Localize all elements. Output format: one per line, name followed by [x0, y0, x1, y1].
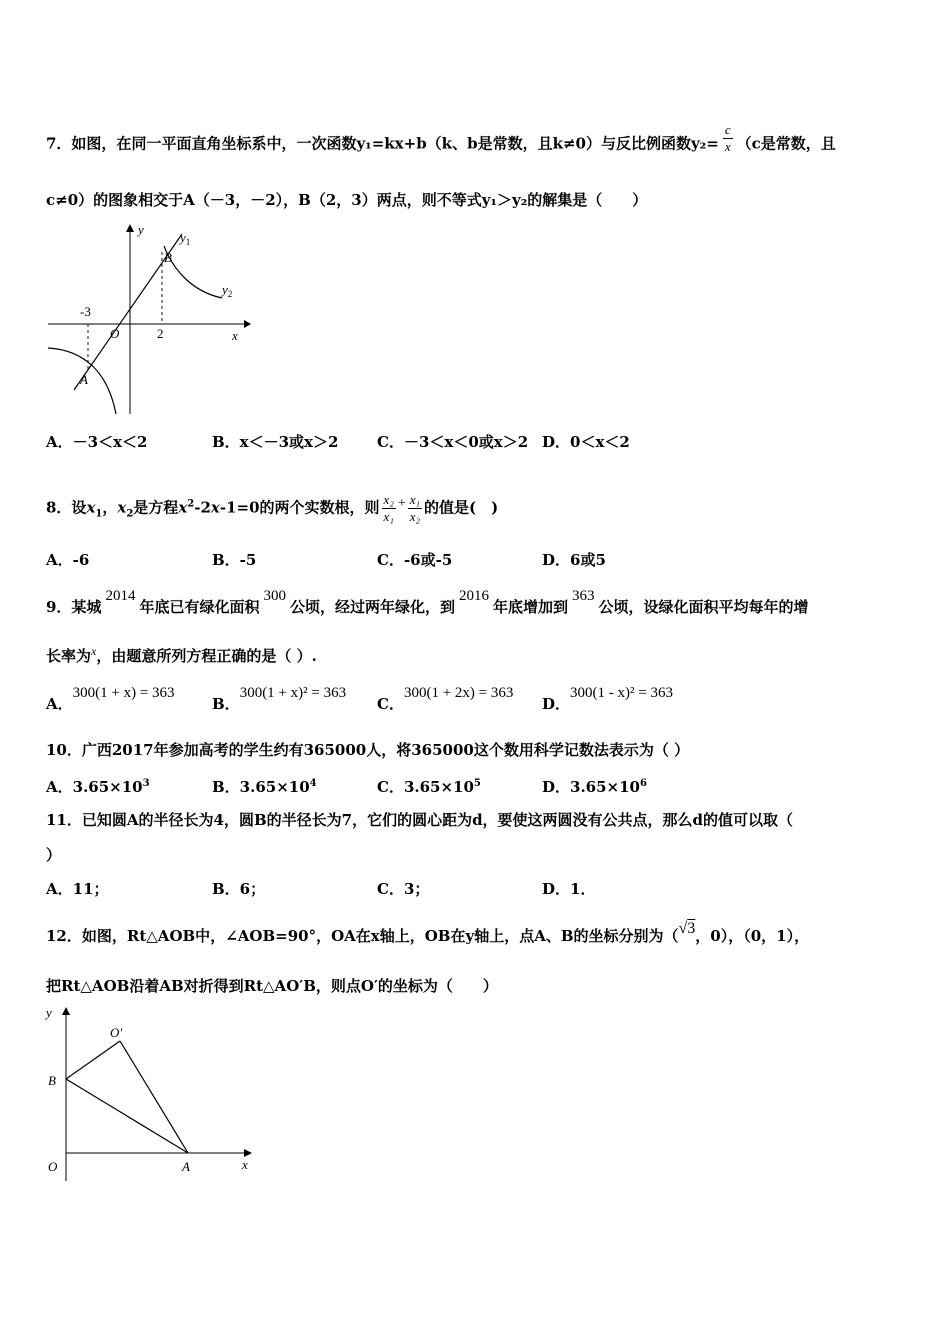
q11-option-a[interactable]: A．11；: [46, 880, 109, 898]
q12-segment-ab: [66, 1079, 188, 1153]
q7-line-label: $y_1$: [180, 230, 191, 247]
q11-line1: 11．已知圆A的半径长为4，圆B的半径长为7，它们的圆心距为d，要使这两圆没有公共点，那么d的值可以取（: [46, 811, 794, 829]
q7-y-label: y: [138, 222, 144, 237]
q11-option-b[interactable]: B．6；: [212, 880, 266, 898]
q8-fraction-1: $\frac{\text{x₂}}{\text{x₁}}$: [383, 492, 394, 524]
q7-point-a: A: [80, 372, 88, 387]
q7-option-c[interactable]: C．－3＜x＜0或x＞2: [377, 433, 529, 451]
q12-line2: 把Rt△AOB沿着AB对折得到Rt△AO′B，则点O′的坐标为（ ）: [46, 977, 498, 995]
q8-option-a[interactable]: A．-6: [46, 551, 90, 569]
q7-curve-y2-right: [164, 246, 222, 298]
q7-text: 7．如图，在同一平面直角坐标系中，一次函数y₁=kx+b（k、b是常数，且k≠0）与反比例函数y₂=: [46, 134, 719, 153]
q12-line1: 12．如图，Rt△AOB中，∠AOB=90°，OA在x轴上，OB在y轴上，点A、B的坐标分别为（√3，0），（0，1），: [46, 920, 810, 945]
q11-option-d[interactable]: D．1．: [542, 880, 596, 898]
q7-x-arrow: [244, 320, 251, 328]
q9-option-a[interactable]: A．300(1 + x) = 363: [46, 685, 175, 713]
q7-y-arrow: [126, 224, 134, 232]
q7-tick-2: 2: [157, 326, 164, 341]
q11-option-c[interactable]: C．3；: [377, 880, 430, 898]
q7-line2: c≠0）的图象相交于A（－3，－2），B（2，3）两点，则不等式y₁＞y₂的解集是（ ）: [46, 191, 648, 209]
q12-point-o-prime: O′: [110, 1025, 123, 1040]
q11-line2: ）: [46, 846, 62, 864]
q12-x-label: x: [242, 1157, 248, 1172]
q8-fraction-2: $\frac{\text{x₁}}{\text{x₂}}$: [409, 492, 421, 524]
q10-option-a[interactable]: A．$3.65\times 10^3$: [46, 778, 150, 796]
q10-stem: 10．广西2017年参加高考的学生约有365000人，将365000这个数用科学记数法表示为（ ）: [46, 741, 690, 759]
q8-option-b[interactable]: B．-5: [212, 551, 257, 569]
q7-line1: [46, 122, 836, 161]
q12-sqrt: √3: [678, 920, 696, 937]
q9-option-c[interactable]: C．300(1 + 2x) = 363: [377, 685, 514, 713]
q7-x-label: x: [232, 328, 238, 343]
q12-x-arrow: [244, 1149, 252, 1157]
q7-option-b[interactable]: B．x＜－3或x＞2: [212, 433, 339, 451]
q10-option-c[interactable]: C．$3.65\times 10^5$: [377, 778, 481, 796]
q12-point-a: A: [182, 1159, 190, 1174]
q10-option-b[interactable]: B．$3.65\times 10^4$: [212, 778, 317, 796]
q10-option-d[interactable]: D．$3.65\times 10^6$: [542, 778, 647, 796]
q7-option-a[interactable]: A．－3＜x＜2: [46, 433, 148, 451]
q8-option-c[interactable]: C．-6或-5: [377, 551, 453, 569]
q9-line1: 9．某城2014年底已有绿化面积300公顷，经过两年绿化，到2016年底增加到363公顷，设绿化面积平均每年的增: [46, 588, 809, 616]
q12-origin-label: O: [48, 1159, 58, 1174]
q7-curve-label: $y_2$: [222, 282, 233, 299]
q9-option-d[interactable]: D．300(1 - x)² = 363: [542, 685, 673, 713]
q7-tick-neg3: -3: [80, 304, 91, 319]
q7-origin-label: O: [110, 326, 120, 341]
q7-option-d[interactable]: D．0＜x＜2: [542, 433, 630, 451]
q8-option-d[interactable]: D．6或5: [542, 551, 606, 569]
q12-y-arrow: [62, 1007, 70, 1015]
q12-point-b: B: [48, 1073, 56, 1088]
q12-segment-o-prime-a: [120, 1041, 188, 1153]
q9-option-b[interactable]: B．300(1 + x)² = 363: [212, 685, 347, 713]
q9-line2: 长率为$^x$，由题意所列方程正确的是（ ）.: [46, 644, 317, 665]
q7-point-b: B: [164, 250, 172, 265]
q8-line: 8．设$x_1$，$x_2$是方程$x^2-2x-1=0$的两个实数根，则 $\frac{\text{x₂}}{\text{x₁}}$ + $\frac{\text{x₁}}{\text{x₂}}$ 的值是( ): [46, 492, 499, 524]
q7-graph: [44, 222, 254, 418]
q7-text-end: （c是常数，且: [736, 134, 836, 153]
q12-segment-bo-prime: [66, 1041, 120, 1079]
q12-graph: [40, 1003, 256, 1185]
q7-fraction: $\frac{c}{x}$: [724, 122, 731, 154]
q12-y-label: y: [46, 1005, 52, 1020]
